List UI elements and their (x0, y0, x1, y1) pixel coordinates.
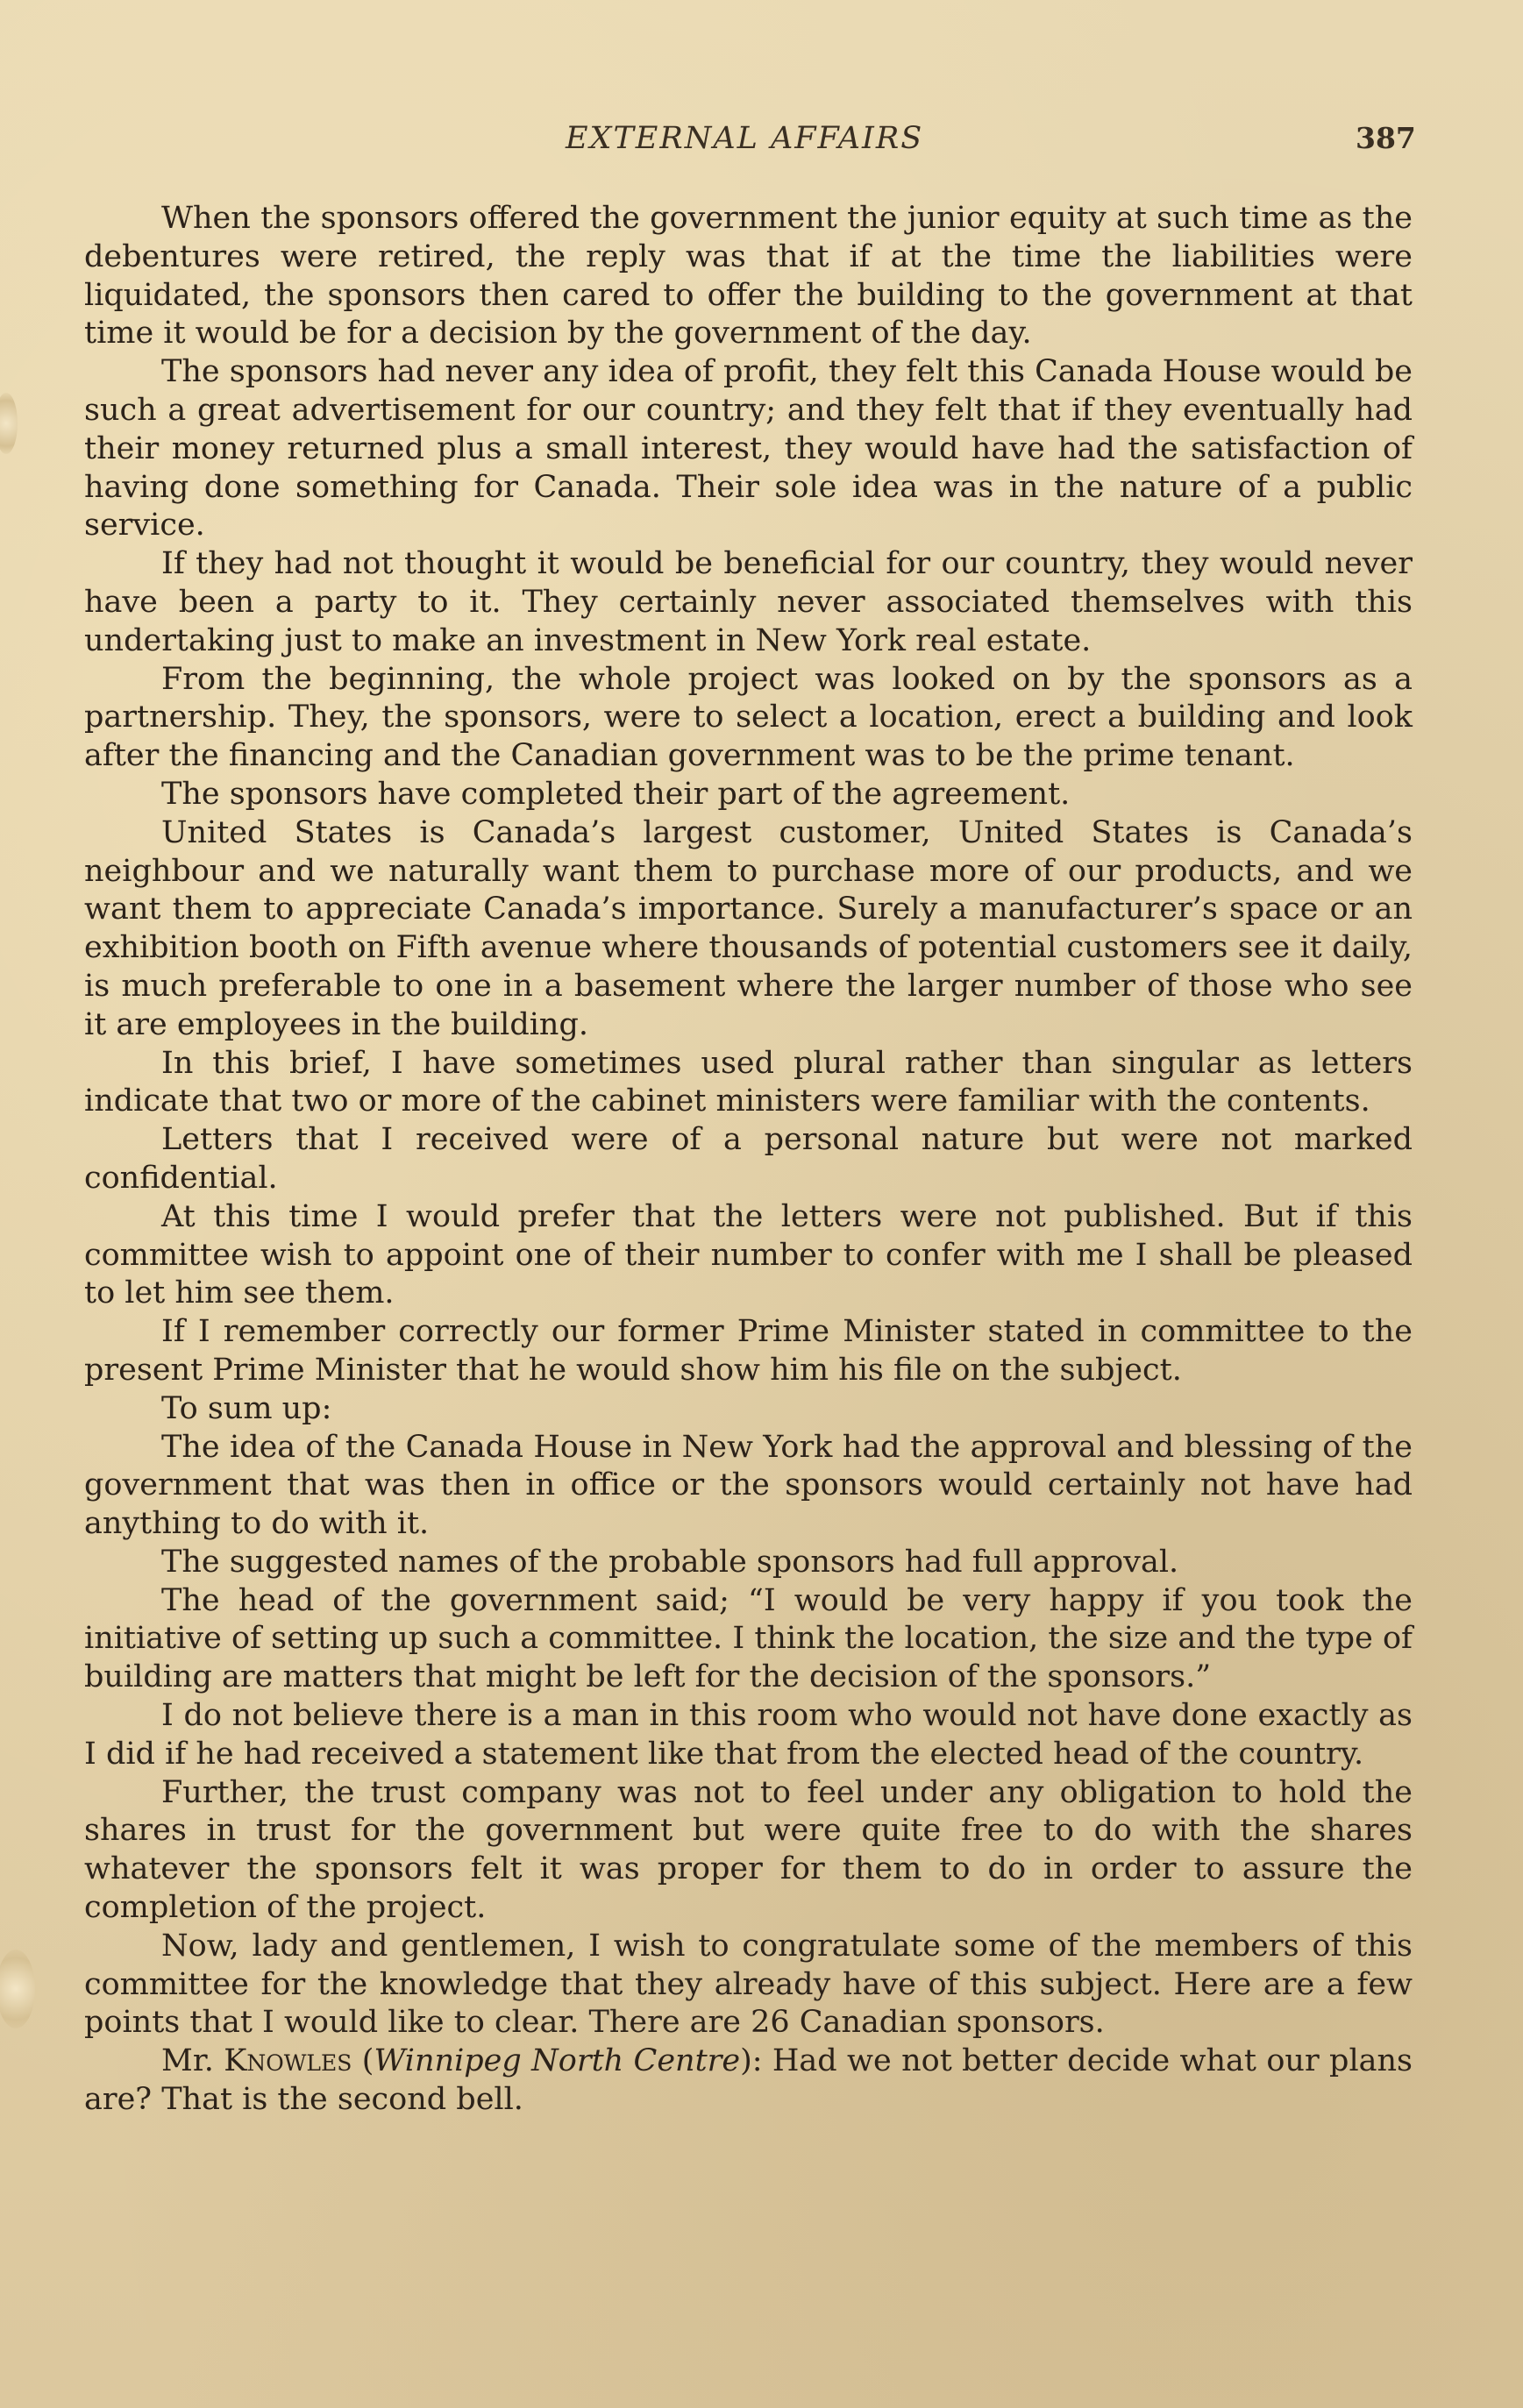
paragraph: Letters that I received were of a personal nature but were not marked confidential. (84, 1122, 1413, 1196)
paragraph: Further, the trust company was not to feel under any obligation to hold the shares in trust for the government but were quite free to do with the shares whatever the sponsors felt it was proper for them to do in order to assure the completion of the project. (84, 1774, 1413, 1926)
speaker-prefix: Mr. (161, 2043, 224, 2079)
paragraph: If I remember correctly our former Prime Minister stated in committee to the present Prime Minister that he would show him his file on the subject. (84, 1314, 1413, 1388)
paragraph: The sponsors had never any idea of profit, they felt this Canada House would be such a great advertisement for our country; and they felt that if they eventually had their money returned plus a small interest, they would have had the satisfaction of having done something for Canada. Their sole idea was in the nature of a public service. (84, 354, 1413, 543)
paragraph: At this time I would prefer that the letters were not published. But if this committee wish to appoint one of their number to confer with me I shall be pleased to let him see them. (84, 1198, 1413, 1311)
paragraph: In this brief, I have sometimes used plural rather than singular as letters indicate that two or more of the cabinet ministers were familiar with the contents. (84, 1045, 1413, 1119)
paragraph: From the beginning, the whole project was looked on by the sponsors as a partnership. They, the sponsors, were to select a location, erect a building and look after the financing and the Canadian government was to be the prime tenant. (84, 661, 1413, 774)
speaker-name: Knowles (224, 2043, 352, 2079)
running-header (0, 121, 1523, 165)
paragraph: I do not believe there is a man in this room who would not have done exactly as I did if he had received a statement like that from the elected head of the country. (84, 1698, 1413, 1772)
paragraph: The head of the government said; “I would be very happy if you took the initiative of setting up such a committee. I think the location, the size and the type of building are matters that might be left for the decision of the sponsors.” (84, 1582, 1413, 1695)
speaker-text: Had we not better decide what our plans are? That is the second bell. (84, 2043, 1413, 2118)
speaker-riding: Winnipeg North Centre (374, 2043, 741, 2079)
page-number: 387 (1356, 121, 1416, 155)
paragraph: The suggested names of the probable sponsors had full approval. (161, 1544, 1179, 1580)
speaker-paragraph: Mr. Knowles (Winnipeg North Centre): Had we not better decide what our plans are? That is the second bell. (84, 2043, 1413, 2118)
page-blemish-bottom-left (0, 1950, 35, 2028)
running-title: EXTERNAL AFFAIRS (566, 121, 924, 156)
paragraph: United States is Canada’s largest customer, United States is Canada’s neighbour and we naturally want them to purchase more of our products, and we want them to appreciate Canada’s importance. Surely a manufacturer’s space or an exhibition booth on Fifth avenue where thousands of potential customers see it daily, is much preferable to one in a basement where the larger number of those who see it are employees in the building. (84, 814, 1413, 1042)
page-blemish-top-left (0, 393, 18, 454)
paragraph: If they had not thought it would be beneficial for our country, they would never have been a party to it. They certainly never associated themselves with this undertaking just to make an investment in New York real estate. (84, 546, 1413, 658)
paragraph: To sum up: (161, 1390, 332, 1426)
paragraph: Now, lady and gentlemen, I wish to congratulate some of the members of this committee for the knowledge that they already have of this subject. Here are a few points that I would like to clear. There are 26 Canadian sponsors. (84, 1928, 1413, 2041)
paragraph: The idea of the Canada House in New York had the approval and blessing of the government that was then in office or the sponsors would certainly not have had anything to do with it. (84, 1429, 1413, 1542)
paragraph: When the sponsors offered the government the junior equity at such time as the debentures were retired, the reply was that if at the time the liabilities were liquidated, the sponsors then cared to offer the building to the government at that time it would be for a decision by the government of the day. (84, 201, 1413, 352)
paragraph: The sponsors have completed their part of the agreement. (161, 776, 1071, 812)
body-text (84, 200, 1413, 2120)
